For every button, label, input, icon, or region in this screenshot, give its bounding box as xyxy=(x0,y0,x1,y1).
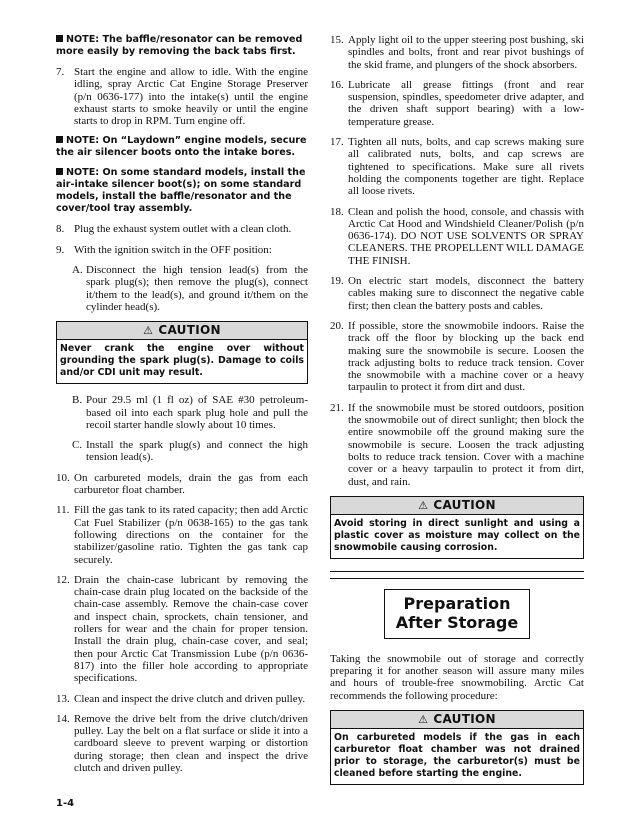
warning-triangle-icon: ⚠ xyxy=(143,324,154,338)
warning-triangle-icon: ⚠ xyxy=(418,712,429,726)
page-number: 1-4 xyxy=(56,798,75,809)
left-column xyxy=(56,34,308,782)
warning-triangle-icon: ⚠ xyxy=(418,498,429,512)
step-7: 7. Start the engine and allow to idle. With the engine idling, spray Arctic Cat Engine Storage Preserver (p/n 0636-177) into the intake(s) until the engine exhaust starts to smoke heavily or until the engine starts to drop in RPM. Turn engine off. xyxy=(56,66,308,128)
step-19: 19. On electric start models, disconnect the battery cables making sure to disconnect the negative cable first; then clean the battery posts and cables. xyxy=(330,275,584,312)
step-20: 20. If possible, store the snowmobile indoors. Raise the track off the floor by blocking up the back end making sure the snowmobile is secure. Loosen the track adjusting bolts to reduce track tension. Cover the snowmobile with a machine cover or a heavy tarpaulin to protect it from dirt and dust. xyxy=(330,319,584,394)
step-17: 17. Tighten all nuts, bolts, and cap screws making sure all calibrated nuts, bolts, and cap screws are tightened to specifications. Make sure all rivets holding the components together are tight. Replace all loose rivets. xyxy=(330,136,584,198)
caution-box-grounding xyxy=(56,321,308,384)
caution-text: Avoid storing in direct sunlight and using a plastic cover as moisture may collect on the snowmobile causing corrosion. xyxy=(334,517,580,553)
caution-header: ⚠ CAUTION xyxy=(57,322,307,340)
right-column xyxy=(330,34,584,795)
intro-paragraph: Taking the snowmobile out of storage and correctly preparing it for another season will assure many miles and hours of trouble-free snowmobiling. Arctic Cat recommends the following procedure: xyxy=(330,652,584,702)
square-bullet-icon xyxy=(56,35,63,42)
caution-box-sunlight xyxy=(330,496,584,559)
step-12: 12. Drain the chain-case lubricant by removing the chain-case drain plug located on the backside of the chain-case assembly. Remove the chain-case cover and inspect chain, sprockets, chain tensioner, and rollers for wear and the chain for proper tension. Install the drain plug, chain-case cover, and seal; then pour Arctic Cat Transmission Lube (p/n 0636-817) into the filler hole according to appropriate specifications. xyxy=(56,573,308,685)
substep-b: B. Pour 29.5 ml (1 fl oz) of SAE #30 petroleum-based oil into each spark plug hole and pull the recoil starter handle slowly about 10 times. xyxy=(72,394,308,431)
step-21: 21. If the snowmobile must be stored outdoors, position the snowmobile out of direct sunlight; then block the entire snowmobile off the ground making sure the snowmobile is secure. Loosen the track adjusting bolts to reduce track tension. Cover with a machine cover or a heavy tarpaulin to protect it from dirt, dust, and rain. xyxy=(330,401,584,488)
square-bullet-icon xyxy=(56,168,63,175)
step-18: 18. Clean and polish the hood, console, and chassis with Arctic Cat Hood and Windshield Cleaner/Polish (p/n 0636-174). DO NOT USE SOLVENTS OR SPRAY CLEANERS. THE PROPELLENT WILL DAMAGE THE FINISH. xyxy=(330,205,584,267)
note-baffle: NOTE: The baffle/resonator can be removed more easily by removing the back tabs first. xyxy=(56,34,303,57)
caution-header: ⚠ CAUTION xyxy=(331,497,583,515)
step-11: 11. Fill the gas tank to its rated capacity; then add Arctic Cat Fuel Stabilizer (p/n 0638-165) to the gas tank following directions on the container for the stabilizer/gasoline ratio. Tighten the gas tank cap securely. xyxy=(56,504,308,566)
heading-rule xyxy=(330,571,584,579)
substep-a: A. Disconnect the high tension lead(s) from the spark plug(s); then remove the plug(s), connect it/them to the lead(s), and ground it/them on the cylinder head(s). xyxy=(72,264,308,313)
section-title: Preparation After Storage xyxy=(384,589,530,639)
step-8: 8. Plug the exhaust system outlet with a clean cloth. xyxy=(56,223,292,236)
step-9: 9. With the ignition switch in the OFF position: xyxy=(56,243,272,256)
caution-header: ⚠ CAUTION xyxy=(331,711,583,729)
note-standard-models: NOTE: On some standard models, install the air-intake silencer boot(s); on some standard models, install the baffle/resonator and the cover/tool tray assembly. xyxy=(56,167,306,215)
section-heading xyxy=(330,571,584,639)
note-laydown: NOTE: On “Laydown” engine models, secure the air silencer boots onto the intake bores. xyxy=(56,135,307,159)
square-bullet-icon xyxy=(56,136,63,143)
caution-text: On carbureted models if the gas in each carburetor float chamber was not drained prior to storage, the carburetor(s) must be cleaned before starting the engine. xyxy=(334,731,580,779)
step-14: 14. Remove the drive belt from the drive clutch/driven pulley. Lay the belt on a flat surface or slide it into a cardboard sleeve to prevent warping or distortion during storage; then clean and inspect the drive clutch and driven pulley. xyxy=(56,712,308,774)
step-15: 15. Apply light oil to the upper steering post bushing, ski spindles and bolts, front and rear pivot bushings of the skid frame, and plungers of the shock absorbers. xyxy=(330,34,584,71)
step-10: 10. On carbureted models, drain the gas from each carburetor float chamber. xyxy=(56,471,308,497)
caution-text: Never crank the engine over without grounding the spark plug(s). Damage to coils and/or CDI unit may result. xyxy=(60,343,304,379)
step-16: 16. Lubricate all grease fittings (front and rear suspension, spindles, speedometer drive adapter, and the driven shaft support bearing) with a low-temperature grease. xyxy=(330,78,584,128)
substep-c: C. Install the spark plug(s) and connect the high tension lead(s). xyxy=(72,439,308,464)
caution-box-carburetor xyxy=(330,710,584,785)
step-13: 13. Clean and inspect the drive clutch and driven pulley. xyxy=(56,692,306,705)
